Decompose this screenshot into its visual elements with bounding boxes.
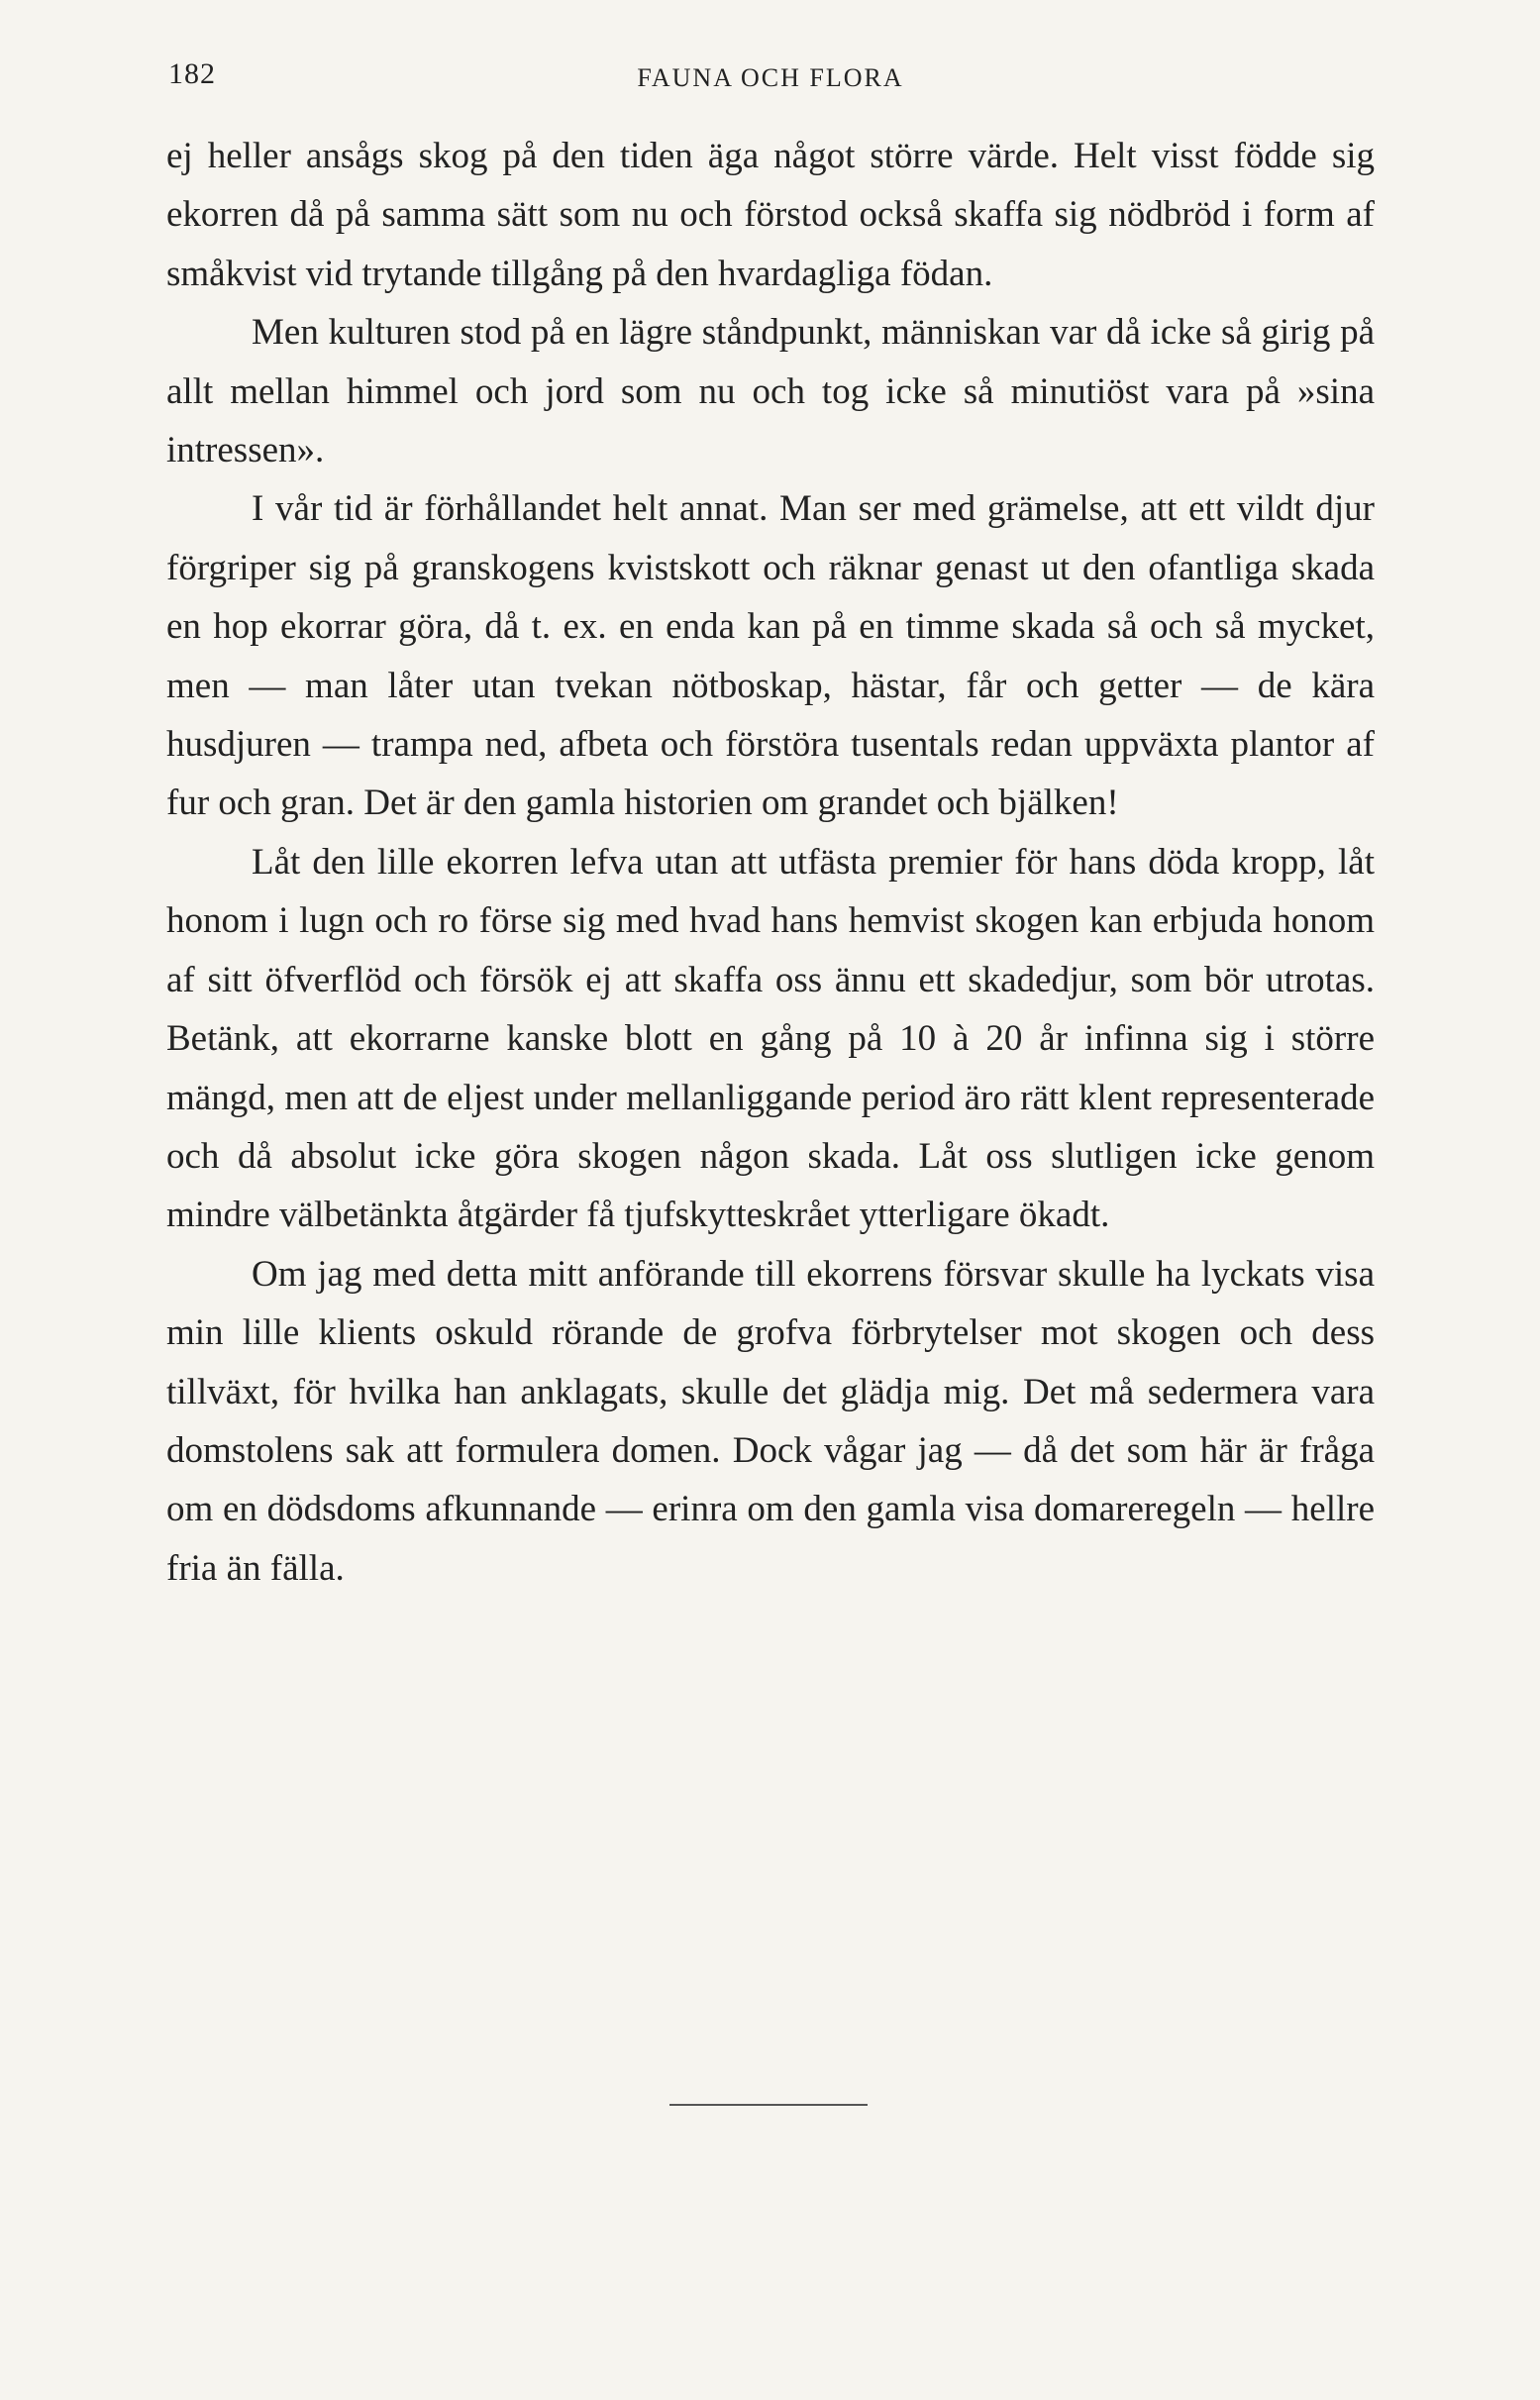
end-rule — [669, 2104, 868, 2106]
paragraph-closing: Om jag med detta mitt anförande till ekorrens försvar skulle ha lyckats visa min lille klients oskuld rörande de grofva förbrytelser mot skogen och dess tillväxt, för hvilka han anklagats, skulle det glädja mig. Det må sedermera vara domstolens sak att formulera domen. Dock vågar jag — då det som här är fråga om en dödsdoms afkunnande — erinra om den gamla visa domareregeln — hellre fria än fälla. — [166, 1253, 1375, 1589]
paragraph-our-time: I vår tid är förhållandet helt annat. Man ser med grämelse, att ett vildt djur förgriper sig på granskogens kvistskott och räknar genast ut den ofantliga skada en hop ekorrar göra, då t. ex. en enda kan på en timme skada så och så mycket, men — man låter utan tvekan nötboskap, hästar, får och getter — de kära husdjuren — trampa ned, afbeta och förstöra tusentals redan uppväxta plantor af fur och gran. Det är den gamla historien om grandet och bjälken! — [166, 488, 1375, 824]
running-head — [168, 57, 1373, 97]
paragraph-continuation: ej heller ansågs skog på den tiden äga något större värde. Helt visst födde sig ekorren då på samma sätt som nu och förstod också skaffa sig nödbröd i form af småkvist vid trytande tillgång på den hvardagliga födan. — [166, 136, 1375, 294]
running-title: FAUNA OCH FLORA — [637, 63, 904, 92]
page-number: 182 — [168, 57, 216, 90]
paragraph-let-squirrel-live: Låt den lille ekorren lefva utan att utfästa premier för hans döda kropp, låt honom i lugn och ro förse sig med hvad hans hemvist skogen kan erbjuda honom af sitt öfverflöd och försök ej att skaffa oss ännu ett skadedjur, som bör utrotas. Betänk, att ekorrarne kanske blott en gång på 10 à 20 år infinna sig i större mängd, men att de eljest under mellanliggande period äro rätt klent representerade och då absolut icke göra skogen någon skada. Låt oss slutligen icke genom mindre välbetänkta åtgärder få tjufskytteskrået ytterligare ökadt. — [166, 841, 1375, 1236]
paragraph-culture: Men kulturen stod på en lägre ståndpunkt, människan var då icke så girig på allt mellan himmel och jord som nu och tog icke så minutiöst vara på »sina intressen». — [166, 312, 1375, 471]
body-text — [166, 127, 1375, 1598]
